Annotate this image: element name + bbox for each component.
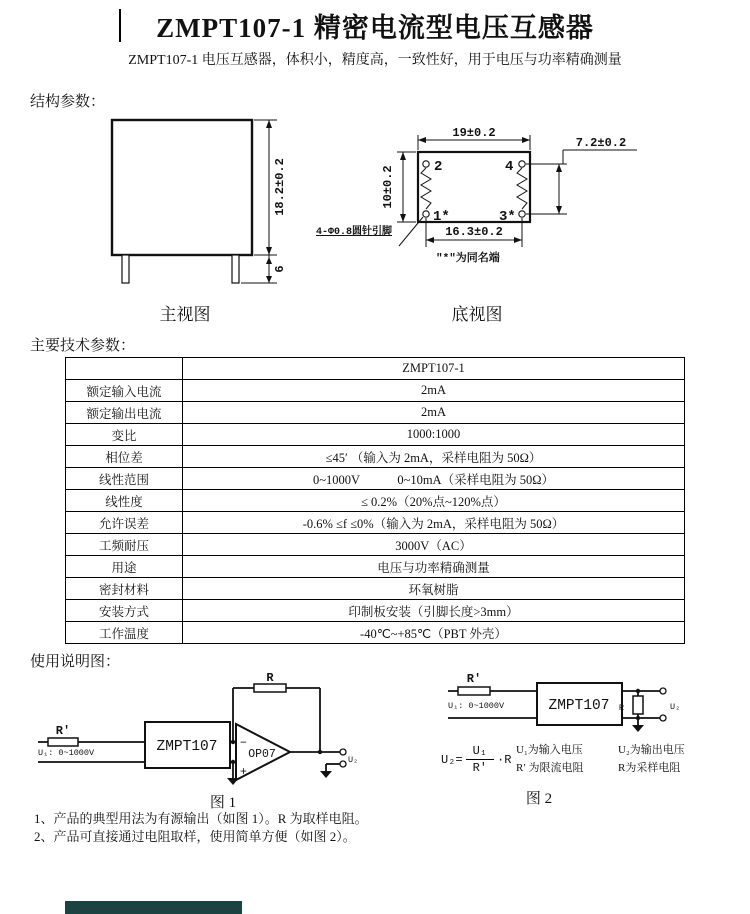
output-label: U₂ [670, 702, 681, 712]
page-subtitle: ZMPT107-1 电压互感器，体积小，精度高，一致性好，用于电压与功率精确测量 [128, 53, 622, 68]
table-row: 线性度 ≤ 0.2%（20%点~120%点） [66, 490, 685, 512]
pin-left [122, 255, 129, 283]
formula-lhs: U₂= [441, 752, 463, 767]
header-empty-cell [66, 358, 183, 380]
formula-fraction [466, 744, 494, 775]
tech-section-heading: 主要技术参数： [30, 338, 136, 354]
table-header-row [66, 358, 685, 380]
pin-lead-note: 4-Φ0.8圆针引脚 [316, 227, 393, 238]
depth-dimension: 10±0.2 [381, 165, 395, 209]
figure2-formula [441, 744, 511, 775]
pin-length-dimension: 6 [273, 265, 287, 273]
pin1-label: 1* [433, 209, 450, 225]
pin-right [232, 255, 239, 283]
pin-horizontal-dimension: 16.3±0.2 [445, 225, 503, 239]
pin-vertical-dimension: 7.2±0.2 [575, 136, 627, 150]
figure1-caption: 图 1 [209, 795, 237, 811]
page-title: ZMPT107-1 精密电流型电压互感器 [156, 13, 594, 43]
bottom-view-drawing [335, 123, 725, 278]
legend-item: U₁为输入电压 [516, 744, 583, 756]
feedback-resistor-label: R [266, 671, 274, 685]
pin2-label: 2 [434, 159, 443, 175]
table-row: 额定输入电流 2mA [66, 380, 685, 402]
opamp-minus: − [240, 737, 247, 750]
table-row: 变比 1000:1000 [66, 424, 685, 446]
pin3-label: 3* [499, 209, 516, 225]
table-row: 用途 电压与功率精确测量 [66, 556, 685, 578]
output-terminals [340, 749, 346, 767]
table-row: 额定输出电流 2mA [66, 402, 685, 424]
output-terminals [660, 688, 666, 721]
note-line: 1、产品的典型用法为有源输出（如图 1）。R 为取样电阻。 [34, 811, 368, 826]
bottom-edge-bar [65, 901, 242, 914]
transformer-body [112, 120, 252, 255]
figure1-circuit [30, 668, 360, 808]
table-row: 线性范围 0~1000V 0~10mA（采样电阻为 50Ω） [66, 468, 685, 490]
opamp-label: OP07 [248, 748, 276, 761]
structure-section-heading: 结构参数： [30, 94, 106, 110]
sample-resistor-label: R [618, 703, 624, 713]
module-label: ZMPT107 [156, 739, 218, 755]
limit-resistor [48, 738, 78, 746]
usage-section-heading: 使用说明图： [30, 654, 121, 670]
spec-table [65, 357, 685, 644]
limit-resistor-label: R′ [466, 672, 482, 686]
usage-notes [34, 810, 368, 845]
table-row: 相位差 ≤45′ （输入为 2mA，采样电阻为 50Ω） [66, 446, 685, 468]
input-range-label: U₁: 0~1000V [38, 748, 95, 758]
table-row: 密封材料 环氧树脂 [66, 578, 685, 600]
polarity-note: "*"为同名端 [436, 253, 500, 265]
pin4-label: 4 [505, 159, 514, 175]
figure2-legend [516, 741, 685, 777]
table-row: 允许误差 -0.6% ≤f ≤0%（输入为 2mA，采样电阻为 50Ω） [66, 512, 685, 534]
width-dimension: 19±0.2 [452, 126, 496, 140]
header-model-cell: ZMPT107-1 [183, 358, 685, 380]
sample-resistor [633, 696, 643, 714]
input-range-label: U₁: 0~1000V [448, 701, 505, 711]
formula-rhs: ·R [497, 752, 512, 767]
formula-denominator: R′ [472, 761, 488, 775]
table-row: 工作温度 -40℃~+85℃（PBT 外壳） [66, 622, 685, 644]
legend-item: R为采样电阻 [618, 762, 681, 774]
output-label: U₂ [348, 755, 359, 765]
table-row: 安装方式 印制板安装（引脚长度>3mm） [66, 600, 685, 622]
formula-numerator: U₁ [466, 744, 494, 760]
feedback-resistor [254, 684, 286, 692]
legend-item: R′ 为限流电阻 [516, 762, 584, 774]
note-line: 2、产品可直接通过电阻取样，使用简单方便（如图 2）。 [34, 828, 356, 844]
table-row: 工频耐压 3000V（AC） [66, 534, 685, 556]
opamp-plus: + [240, 766, 247, 779]
height-dimension: 18.2±0.2 [273, 158, 287, 216]
limit-resistor-label: R′ [55, 724, 71, 738]
figure2-caption: 图 2 [525, 791, 553, 807]
limit-resistor [458, 687, 490, 695]
front-view-caption: 主视图 [159, 305, 211, 324]
module-label: ZMPT107 [548, 698, 610, 714]
legend-item: U₂为输出电压 [618, 744, 685, 756]
bottom-view-caption: 底视图 [451, 305, 503, 324]
